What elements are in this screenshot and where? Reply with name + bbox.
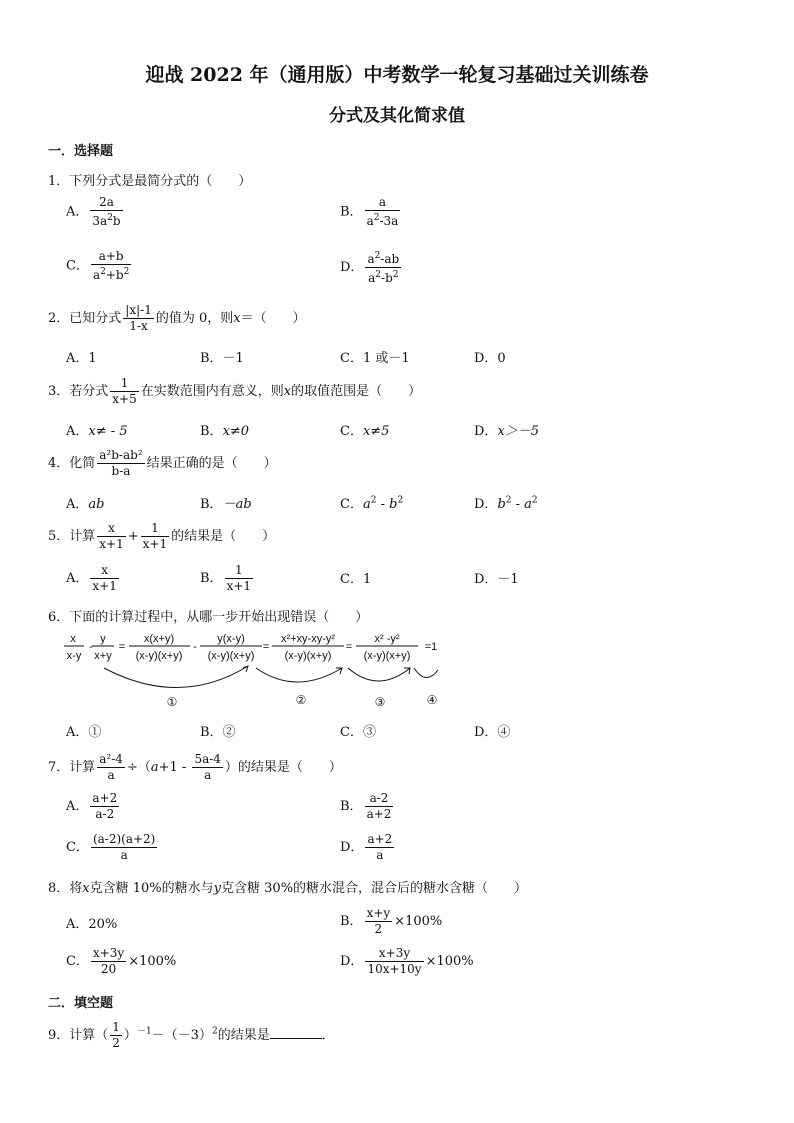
q2-option-b[interactable]: B．－1 (200, 351, 244, 366)
q8-option-d[interactable]: D． $\frac{x+3y}{10x+10y}$ ×100% (340, 946, 474, 976)
q7-stem: 7．计算 $\frac{\text{a²-4}}{a}$ ÷（a+1 - $\frac{5a-4}{a}$ ）的结果是（ ） (48, 752, 342, 782)
q6-eq-3: = (345, 641, 353, 653)
q6-arrow-1 (104, 666, 248, 688)
q6-option-b[interactable]: B．② (200, 725, 236, 740)
q4-option-c[interactable]: C．$a^2 - b^2$ (340, 495, 404, 512)
q6-minus: - (89, 641, 93, 653)
q5-option-a[interactable]: A． $\frac{x}{x+1}$ (66, 563, 117, 593)
q8-option-a[interactable]: A．20% (66, 917, 118, 932)
q3-option-d[interactable]: D．x＞－5 (474, 424, 540, 439)
page-title: 迎战 2022 年（通用版）中考数学一轮复习基础过关训练卷 (145, 64, 649, 86)
q3-fraction: $\frac{1}{x+5}$ (112, 376, 137, 406)
q6-arrow-4 (414, 668, 438, 678)
q6-stem: 6．下面的计算过程中，从哪一步开始出现错误（ ） (48, 610, 369, 625)
section-choice: 一．选择题 (48, 144, 114, 159)
section-fill: 二．填空题 (48, 996, 114, 1011)
q7-option-b[interactable]: B． $\frac{a-2}{a+2}$ (340, 791, 392, 821)
q2-option-c[interactable]: C．1 或－1 (340, 351, 410, 366)
q1-d-label: D． (340, 260, 364, 275)
q1-option-d[interactable] (340, 249, 403, 286)
q5-stem: 5．计算 $\frac{x}{x+1}$ + $\frac{1}{x+1}$ 的结果是（ ） (48, 521, 276, 551)
q6-f3-den: (x-y)(x+y) (135, 650, 183, 662)
q5-option-d[interactable]: D．－1 (474, 572, 519, 587)
q4-option-d[interactable]: D．$b^2 - a^2$ (474, 495, 538, 512)
q1-a-label: A． (66, 204, 89, 220)
q6-option-c[interactable]: C．③ (340, 725, 376, 740)
q6-eq-1: = (118, 641, 126, 653)
q6-option-d[interactable]: D．④ (474, 725, 511, 740)
q7-option-d[interactable]: D． $\frac{a+2}{a}$ (340, 832, 393, 862)
q1-a-fraction: $\frac{2a}{3a^2b}$ (92, 195, 121, 228)
q4-stem: 4．化简 $\frac{\text{a²b-ab²}}{b-a}$ 结果正确的是（ ） (48, 448, 277, 478)
q8-option-c[interactable]: C． $\frac{x+3y}{20}$ ×100% (66, 946, 177, 976)
q2-option-a[interactable]: A．1 (66, 351, 97, 366)
q6-f1-num: x (70, 633, 76, 645)
q8-stem: 8．将x克含糖 10%的糖水与y克含糖 30%的糖水混合，混合后的糖水含糖（ ） (48, 881, 528, 896)
q1-stem: 1．下列分式是最简分式的（ ） (48, 174, 252, 189)
q1-c-fraction: $\frac{a+b}{a^2+b^2}$ (92, 249, 130, 282)
q6-minus-2: - (193, 641, 197, 653)
q6-f2-den: x+y (94, 650, 112, 662)
q5-option-b[interactable]: B． $\frac{1}{x+1}$ (200, 563, 252, 593)
q4-option-b[interactable]: B．－ab (200, 497, 252, 512)
q6-step-4: ④ (426, 693, 438, 707)
q6-step-1: ① (166, 695, 178, 709)
q6-f1-den: x-y (66, 650, 82, 662)
q7-option-c[interactable]: C． $\frac{(a-2)(a+2)}{a}$ (66, 832, 156, 862)
q1-option-c[interactable] (66, 249, 133, 283)
q4-fraction: $\frac{\text{a²b-ab²}}{b-a}$ (99, 448, 143, 478)
q6-f5-num: x²+xy-xy-y² (280, 633, 336, 645)
q6-arrow-2 (256, 668, 342, 682)
q6-calculation-diagram (60, 628, 460, 713)
q5-option-c[interactable]: C．1 (340, 572, 372, 587)
q6-f6-den: (x-y)(x+y) (363, 650, 411, 662)
q6-arrow-3 (348, 668, 410, 681)
q1-option-b[interactable] (340, 195, 402, 229)
q6-f6-num: x² -y² (374, 633, 400, 645)
q1-option-a[interactable] (66, 195, 125, 229)
q6-eq-2: = (262, 641, 270, 653)
q6-option-a[interactable]: A．① (66, 725, 102, 740)
q3-option-b[interactable]: B．x≠0 (200, 424, 250, 439)
q6-f4-den: (x-y)(x+y) (207, 650, 255, 662)
q8-option-b[interactable]: B． $\frac{x+y}{2}$ ×100% (340, 906, 443, 936)
q3-option-c[interactable]: C．x≠5 (340, 424, 390, 439)
q1-b-fraction: $\frac{a}{a^2-3a}$ (366, 195, 399, 228)
q1-b-label: B． (340, 204, 363, 220)
q7-option-a[interactable]: A． $\frac{a+2}{a-2}$ (66, 791, 118, 821)
q6-step-3: ③ (374, 695, 386, 709)
q6-f3-num: x(x+y) (143, 633, 175, 645)
q6-f4-num: y(x-y) (217, 633, 245, 645)
q9-stem: 9．计算（ $\frac{1}{2}$ ）$^{-1}-(-3)^2$的结果是 ． (48, 1020, 335, 1050)
page-subtitle: 分式及其化简求值 (329, 106, 465, 126)
q2-stem: 2．已知分式 $\frac{|x|-1}{1-x}$ 的值为 0，则x＝（ ） (48, 303, 306, 333)
q6-step-2: ② (295, 693, 307, 707)
q3-stem: 3．若分式 $\frac{1}{x+5}$ 在实数范围内有意义，则x的取值范围是（ ） (48, 376, 422, 406)
q6-f5-den: (x-y)(x+y) (284, 650, 332, 662)
q3-option-a[interactable]: A．x≠ - 5 (66, 424, 128, 439)
q1-d-fraction: $\frac{a^2-ab}{a^2-b^2}$ (367, 251, 400, 285)
q2-option-d[interactable]: D．0 (474, 351, 506, 366)
q6-result: =1 (424, 641, 438, 653)
q9-answer-blank[interactable] (270, 1038, 322, 1039)
q2-fraction: $\frac{|x|-1}{1-x}$ (125, 303, 152, 333)
q1-c-label: C． (66, 258, 89, 274)
q6-f2-num: y (100, 633, 106, 645)
q4-option-a[interactable]: A．ab (66, 497, 105, 512)
